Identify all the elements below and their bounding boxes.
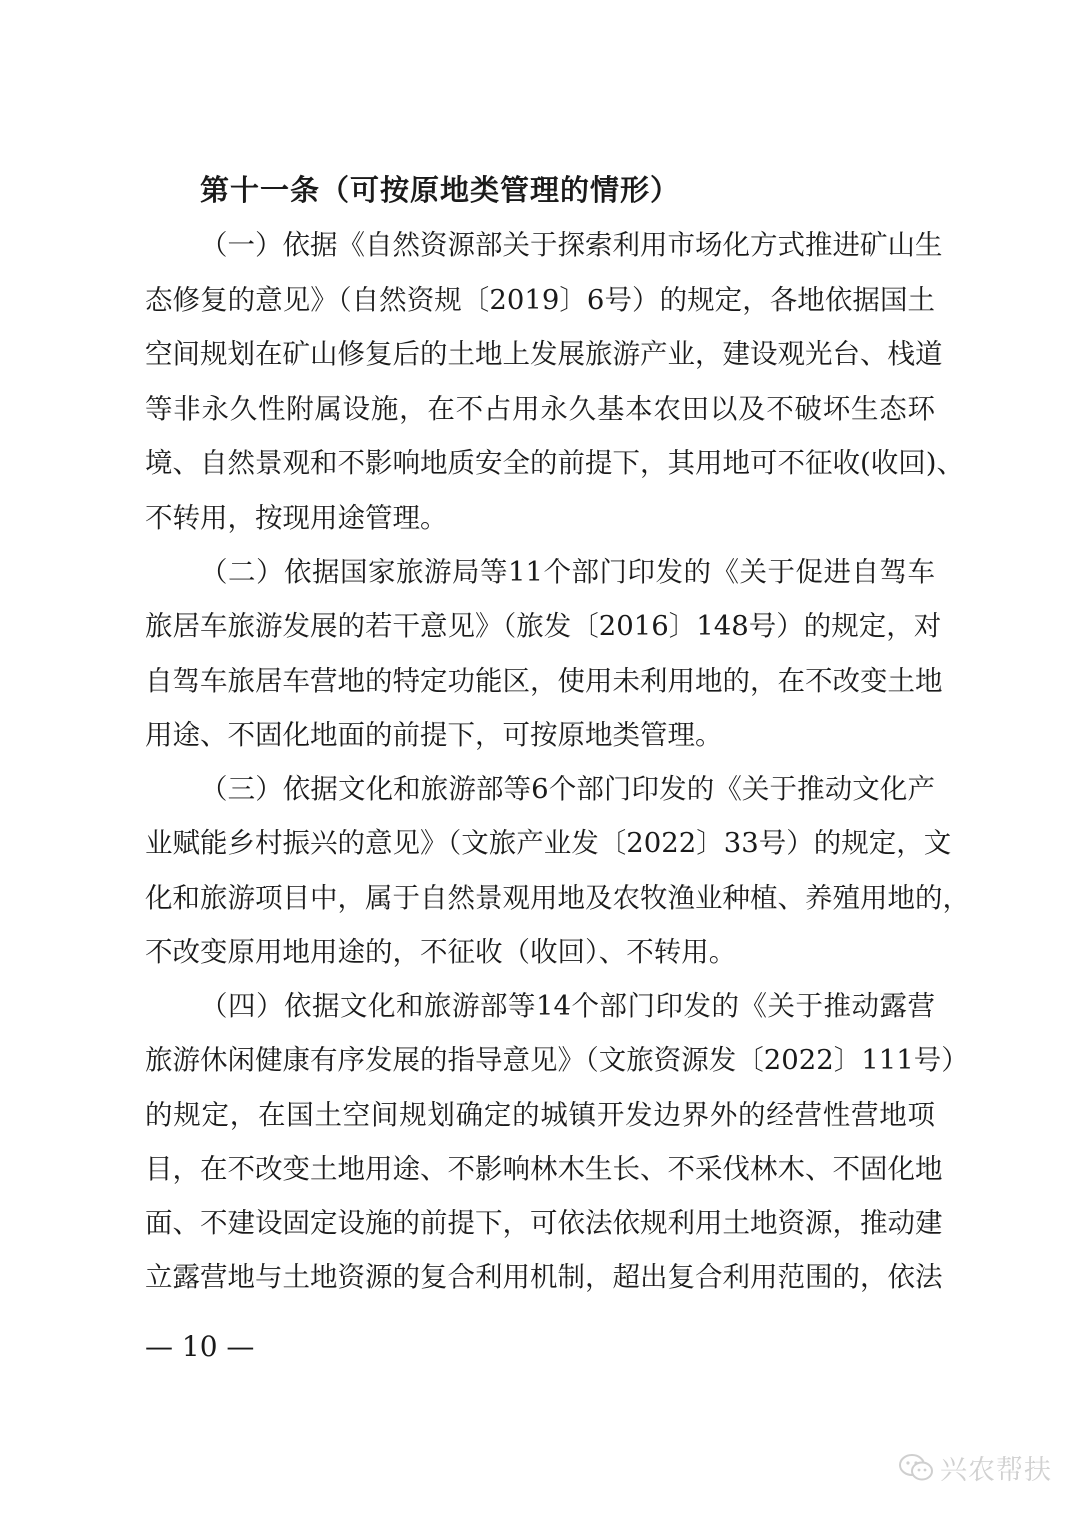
article-heading: 第十一条（可按原地类管理的情形） — [200, 173, 681, 207]
body-line: 用途、不固化地面的前提下，可按原地类管理。 — [145, 719, 723, 751]
body-line: 的规定，在国土空间规划确定的城镇开发边界外的经营性营地项 — [145, 1099, 935, 1131]
body-line: 态修复的意见》（自然资规〔2019〕6号）的规定，各地依据国土 — [145, 284, 935, 316]
watermark — [898, 1448, 1052, 1487]
body-line: 面、不建设固定设施的前提下，可依法依规利用土地资源，推动建 — [145, 1207, 943, 1239]
body-line: 旅游休闲健康有序发展的指导意见》（文旅资源发〔2022〕111号） — [145, 1044, 969, 1076]
body-line: 不转用，按现用途管理。 — [145, 502, 448, 534]
body-line: 业赋能乡村振兴的意见》（文旅产业发〔2022〕33号）的规定，文 — [145, 827, 952, 859]
body-line: 立露营地与土地资源的复合利用机制，超出复合利用范围的，依法 — [145, 1261, 943, 1293]
body-line: （一）依据《自然资源部关于探索利用市场化方式推进矿山生 — [200, 229, 943, 261]
body-line: （二）依据国家旅游局等11个部门印发的《关于促进自驾车 — [200, 556, 935, 588]
page-number: — 10 — — [145, 1330, 255, 1363]
body-line: （四）依据文化和旅游部等14个部门印发的《关于推动露营 — [200, 990, 935, 1022]
body-line: 旅居车旅游发展的若干意见》（旅发〔2016〕148号）的规定，对 — [145, 610, 942, 642]
body-line: 自驾车旅居车营地的特定功能区，使用未利用地的，在不改变土地 — [145, 665, 943, 697]
body-line: 等非永久性附属设施，在不占用永久基本农田以及不破坏生态环 — [145, 393, 935, 425]
body-line: 化和旅游项目中，属于自然景观用地及农牧渔业种植、养殖用地的， — [145, 882, 970, 914]
body-line: 目，在不改变土地用途、不影响林木生长、不采伐林木、不固化地 — [145, 1153, 943, 1185]
watermark-text: 兴农帮扶 — [940, 1455, 1052, 1486]
body-line: 不改变原用地用途的，不征收（收回）、不转用。 — [145, 936, 737, 968]
body-line: 空间规划在矿山修复后的土地上发展旅游产业，建设观光台、栈道 — [145, 338, 943, 370]
body-line: 境、自然景观和不影响地质安全的前提下，其用地可不征收(收回)、 — [145, 447, 964, 479]
body-line: （三）依据文化和旅游部等6个部门印发的《关于推动文化产 — [200, 773, 935, 805]
wechat-icon — [898, 1453, 934, 1483]
